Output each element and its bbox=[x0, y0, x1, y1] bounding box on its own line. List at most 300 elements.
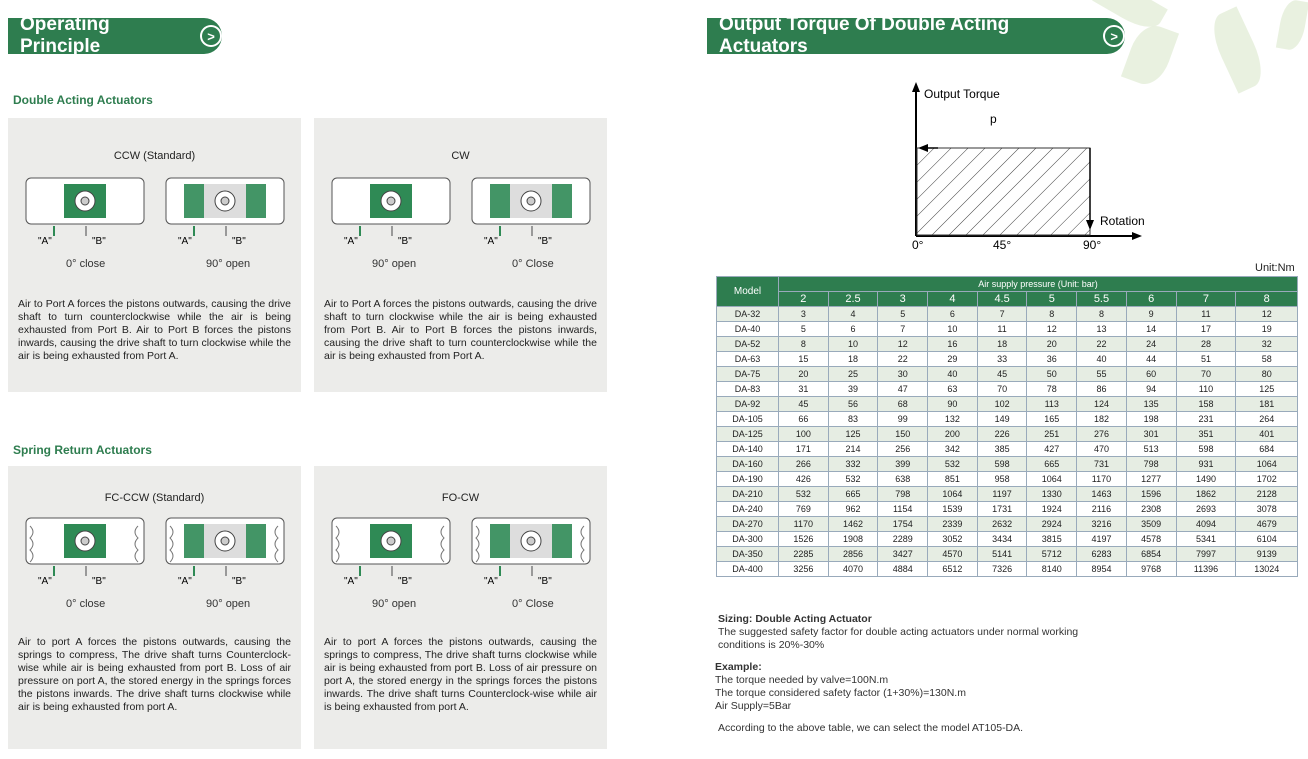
torque-cell: 8140 bbox=[1027, 562, 1077, 577]
torque-cell: 39 bbox=[828, 382, 878, 397]
torque-cell: 1154 bbox=[878, 502, 928, 517]
torque-cell: 150 bbox=[878, 427, 928, 442]
torque-cell: 4578 bbox=[1126, 532, 1176, 547]
chevron-right-icon: > bbox=[200, 25, 222, 47]
sizing-line: The suggested safety factor for double acting actuators under normal working bbox=[718, 626, 1079, 638]
torque-cell: 7997 bbox=[1176, 547, 1236, 562]
torque-cell: 47 bbox=[878, 382, 928, 397]
torque-cell: 25 bbox=[828, 367, 878, 382]
torque-table bbox=[716, 276, 1298, 577]
torque-cell: 6283 bbox=[1077, 547, 1127, 562]
torque-cell: 18 bbox=[828, 352, 878, 367]
table-row bbox=[717, 337, 1298, 352]
torque-cell: 4070 bbox=[828, 562, 878, 577]
torque-cell: 276 bbox=[1077, 427, 1127, 442]
position-label: 0° Close bbox=[512, 258, 554, 270]
position-label: 90° open bbox=[206, 598, 251, 610]
torque-cell: 1170 bbox=[1077, 472, 1127, 487]
torque-cell: 7 bbox=[878, 322, 928, 337]
torque-cell: 1462 bbox=[828, 517, 878, 532]
torque-cell: 532 bbox=[779, 487, 829, 502]
torque-cell: 427 bbox=[1027, 442, 1077, 457]
torque-cell: 68 bbox=[878, 397, 928, 412]
model-cell: DA-75 bbox=[717, 367, 779, 382]
torque-cell: 12 bbox=[878, 337, 928, 352]
torque-cell: 40 bbox=[1077, 352, 1127, 367]
torque-cell: 1197 bbox=[977, 487, 1027, 502]
port-a-label: "A" bbox=[38, 236, 52, 246]
torque-cell: 32 bbox=[1236, 337, 1298, 352]
x-label: Rotation bbox=[1100, 214, 1145, 228]
torque-cell: 513 bbox=[1126, 442, 1176, 457]
torque-cell: 2128 bbox=[1236, 487, 1298, 502]
torque-cell: 149 bbox=[977, 412, 1027, 427]
torque-cell: 1463 bbox=[1077, 487, 1127, 502]
tick-0: 0° bbox=[912, 238, 924, 252]
pressure-header: Air supply pressure (Unit: bar) bbox=[779, 277, 1298, 292]
table-row bbox=[717, 367, 1298, 382]
torque-cell: 24 bbox=[1126, 337, 1176, 352]
pressure-col: 5 bbox=[1027, 292, 1077, 307]
torque-cell: 78 bbox=[1027, 382, 1077, 397]
torque-cell: 125 bbox=[1236, 382, 1298, 397]
torque-cell: 12 bbox=[1236, 307, 1298, 322]
torque-cell: 124 bbox=[1077, 397, 1127, 412]
position-label: 90° open bbox=[206, 258, 251, 270]
torque-cell: 99 bbox=[878, 412, 928, 427]
port-b-label: "B" bbox=[232, 236, 246, 246]
torque-cell: 3078 bbox=[1236, 502, 1298, 517]
position-label: 0° close bbox=[66, 258, 106, 270]
spring-return-heading: Spring Return Actuators bbox=[13, 443, 152, 457]
torque-cell: 20 bbox=[1027, 337, 1077, 352]
model-cell: DA-350 bbox=[717, 547, 779, 562]
torque-cell: 135 bbox=[1126, 397, 1176, 412]
torque-cell: 8 bbox=[779, 337, 829, 352]
torque-cell: 301 bbox=[1126, 427, 1176, 442]
torque-cell: 9768 bbox=[1126, 562, 1176, 577]
model-cell: DA-83 bbox=[717, 382, 779, 397]
torque-cell: 1596 bbox=[1126, 487, 1176, 502]
torque-cell: 385 bbox=[977, 442, 1027, 457]
torque-cell: 470 bbox=[1077, 442, 1127, 457]
position-label: 0° close bbox=[66, 598, 106, 610]
torque-cell: 332 bbox=[828, 457, 878, 472]
torque-cell: 66 bbox=[779, 412, 829, 427]
torque-cell: 1330 bbox=[1027, 487, 1077, 502]
torque-cell: 51 bbox=[1176, 352, 1236, 367]
torque-cell: 22 bbox=[878, 352, 928, 367]
table-row bbox=[717, 562, 1298, 577]
torque-cell: 6854 bbox=[1126, 547, 1176, 562]
actuator-panel bbox=[8, 466, 301, 749]
torque-cell: 264 bbox=[1236, 412, 1298, 427]
torque-cell: 17 bbox=[1176, 322, 1236, 337]
torque-cell: 11 bbox=[1176, 307, 1236, 322]
torque-cell: 2339 bbox=[928, 517, 978, 532]
x-arrow bbox=[1132, 232, 1142, 240]
torque-cell: 532 bbox=[928, 457, 978, 472]
torque-cell: 4 bbox=[828, 307, 878, 322]
torque-cell: 226 bbox=[977, 427, 1027, 442]
torque-cell: 31 bbox=[779, 382, 829, 397]
table-row bbox=[717, 307, 1298, 322]
torque-cell: 4884 bbox=[878, 562, 928, 577]
output-torque-banner bbox=[707, 14, 1125, 57]
leaf-decoration bbox=[1205, 6, 1271, 93]
pressure-col: 7 bbox=[1176, 292, 1236, 307]
torque-cell: 1731 bbox=[977, 502, 1027, 517]
torque-cell: 1064 bbox=[1027, 472, 1077, 487]
torque-cell: 110 bbox=[1176, 382, 1236, 397]
port-b-label: "B" bbox=[92, 576, 106, 586]
torque-cell: 8 bbox=[1027, 307, 1077, 322]
torque-cell: 4094 bbox=[1176, 517, 1236, 532]
panel-description: Air to port A forces the pistons outwards, causing the springs to compress, The drive shaft turns Counterclock-wise while air is being exhausted from port B. Loss of air pressure on port A, the stored energy in the springs forces the pistons inwards. The drive shaft turns clockwise while air is being exhausted from port A. bbox=[18, 636, 291, 713]
torque-cell: 125 bbox=[828, 427, 878, 442]
torque-cell: 6512 bbox=[928, 562, 978, 577]
torque-cell: 45 bbox=[779, 397, 829, 412]
port-b-label: "B" bbox=[92, 236, 106, 246]
model-cell: DA-52 bbox=[717, 337, 779, 352]
torque-cell: 2308 bbox=[1126, 502, 1176, 517]
torque-cell: 70 bbox=[1176, 367, 1236, 382]
torque-cell: 931 bbox=[1176, 457, 1236, 472]
model-cell: DA-105 bbox=[717, 412, 779, 427]
model-header: Model bbox=[717, 277, 779, 307]
torque-cell: 958 bbox=[977, 472, 1027, 487]
torque-cell: 44 bbox=[1126, 352, 1176, 367]
model-cell: DA-210 bbox=[717, 487, 779, 502]
pressure-col: 4 bbox=[928, 292, 978, 307]
torque-cell: 214 bbox=[828, 442, 878, 457]
torque-graph bbox=[900, 80, 1160, 255]
torque-cell: 60 bbox=[1126, 367, 1176, 382]
torque-cell: 100 bbox=[779, 427, 829, 442]
torque-cell: 1924 bbox=[1027, 502, 1077, 517]
model-cell: DA-270 bbox=[717, 517, 779, 532]
torque-cell: 3216 bbox=[1077, 517, 1127, 532]
torque-cell: 798 bbox=[878, 487, 928, 502]
torque-cell: 5141 bbox=[977, 547, 1027, 562]
pressure-col: 6 bbox=[1126, 292, 1176, 307]
torque-cell: 2285 bbox=[779, 547, 829, 562]
table-row bbox=[717, 427, 1298, 442]
torque-cell: 9139 bbox=[1236, 547, 1298, 562]
torque-cell: 532 bbox=[828, 472, 878, 487]
torque-cell: 90 bbox=[928, 397, 978, 412]
torque-cell: 182 bbox=[1077, 412, 1127, 427]
torque-cell: 158 bbox=[1176, 397, 1236, 412]
port-b-label: "B" bbox=[538, 236, 552, 246]
torque-cell: 2856 bbox=[828, 547, 878, 562]
panel-description: Air to Port A forces the pistons outwards, causing the drive shaft to turn clockwise while the air is being exhausted from Port B. Air to Port B forces the pistons inwards, causing the drive shaft to turn counterclockwise while the air is being exhausted from Port A. bbox=[324, 298, 597, 362]
torque-cell: 198 bbox=[1126, 412, 1176, 427]
torque-cell: 598 bbox=[977, 457, 1027, 472]
model-cell: DA-300 bbox=[717, 532, 779, 547]
table-row bbox=[717, 517, 1298, 532]
chevron-right-icon: > bbox=[1103, 25, 1125, 47]
torque-cell: 165 bbox=[1027, 412, 1077, 427]
torque-cell: 7 bbox=[977, 307, 1027, 322]
port-b-label: "B" bbox=[398, 576, 412, 586]
table-row bbox=[717, 382, 1298, 397]
actuator-diagram bbox=[164, 174, 286, 246]
torque-cell: 401 bbox=[1236, 427, 1298, 442]
table-row bbox=[717, 352, 1298, 367]
torque-cell: 5 bbox=[878, 307, 928, 322]
torque-cell: 171 bbox=[779, 442, 829, 457]
table-row bbox=[717, 487, 1298, 502]
torque-cell: 5341 bbox=[1176, 532, 1236, 547]
torque-cell: 19 bbox=[1236, 322, 1298, 337]
y-label: Output Torque bbox=[924, 87, 1000, 101]
actuator-diagram bbox=[24, 514, 146, 586]
model-cell: DA-63 bbox=[717, 352, 779, 367]
torque-cell: 1490 bbox=[1176, 472, 1236, 487]
actuator-panel bbox=[314, 118, 607, 392]
pressure-col: 2 bbox=[779, 292, 829, 307]
torque-cell: 13024 bbox=[1236, 562, 1298, 577]
torque-cell: 251 bbox=[1027, 427, 1077, 442]
torque-cell: 3434 bbox=[977, 532, 1027, 547]
torque-cell: 3427 bbox=[878, 547, 928, 562]
table-row bbox=[717, 442, 1298, 457]
actuator-panel bbox=[8, 118, 301, 392]
torque-cell: 3509 bbox=[1126, 517, 1176, 532]
tick-45: 45° bbox=[993, 238, 1012, 252]
sizing-line: conditions is 20%-30% bbox=[718, 639, 825, 651]
model-cell: DA-40 bbox=[717, 322, 779, 337]
actuator-diagram bbox=[24, 174, 146, 246]
port-a-label: "A" bbox=[344, 236, 358, 246]
torque-cell: 1702 bbox=[1236, 472, 1298, 487]
torque-cell: 6 bbox=[828, 322, 878, 337]
pressure-col: 4.5 bbox=[977, 292, 1027, 307]
port-a-label: "A" bbox=[38, 576, 52, 586]
torque-cell: 50 bbox=[1027, 367, 1077, 382]
torque-cell: 665 bbox=[1027, 457, 1077, 472]
actuator-panel bbox=[314, 466, 607, 749]
torque-cell: 2632 bbox=[977, 517, 1027, 532]
torque-cell: 30 bbox=[878, 367, 928, 382]
torque-cell: 45 bbox=[977, 367, 1027, 382]
port-b-label: "B" bbox=[232, 576, 246, 586]
torque-cell: 15 bbox=[779, 352, 829, 367]
port-b-label: "B" bbox=[538, 576, 552, 586]
torque-cell: 10 bbox=[928, 322, 978, 337]
torque-cell: 7326 bbox=[977, 562, 1027, 577]
torque-cell: 200 bbox=[928, 427, 978, 442]
torque-cell: 55 bbox=[1077, 367, 1127, 382]
example-line: Air Supply=5Bar bbox=[715, 700, 792, 712]
tick-90: 90° bbox=[1083, 238, 1102, 252]
example-line: The torque needed by valve=100N.m bbox=[715, 674, 889, 686]
torque-cell: 40 bbox=[928, 367, 978, 382]
torque-cell: 351 bbox=[1176, 427, 1236, 442]
pressure-col: 2.5 bbox=[828, 292, 878, 307]
torque-cell: 13 bbox=[1077, 322, 1127, 337]
model-cell: DA-125 bbox=[717, 427, 779, 442]
torque-cell: 1170 bbox=[779, 517, 829, 532]
torque-cell: 83 bbox=[828, 412, 878, 427]
torque-cell: 29 bbox=[928, 352, 978, 367]
leaf-decoration bbox=[1276, 0, 1308, 52]
torque-cell: 58 bbox=[1236, 352, 1298, 367]
torque-cell: 962 bbox=[828, 502, 878, 517]
actuator-diagram bbox=[470, 174, 592, 246]
torque-cell: 2924 bbox=[1027, 517, 1077, 532]
pressure-col: 8 bbox=[1236, 292, 1298, 307]
model-cell: DA-190 bbox=[717, 472, 779, 487]
torque-cell: 70 bbox=[977, 382, 1027, 397]
example-title: Example: bbox=[715, 661, 762, 673]
pressure-col: 5.5 bbox=[1077, 292, 1127, 307]
torque-cell: 665 bbox=[828, 487, 878, 502]
torque-cell: 2693 bbox=[1176, 502, 1236, 517]
torque-cell: 94 bbox=[1126, 382, 1176, 397]
torque-cell: 5712 bbox=[1027, 547, 1077, 562]
torque-cell: 266 bbox=[779, 457, 829, 472]
panel-title: CCW (Standard) bbox=[113, 150, 196, 162]
model-cell: DA-240 bbox=[717, 502, 779, 517]
torque-cell: 4570 bbox=[928, 547, 978, 562]
torque-cell: 1064 bbox=[1236, 457, 1298, 472]
torque-cell: 2116 bbox=[1077, 502, 1127, 517]
position-label: 0° Close bbox=[512, 598, 554, 610]
panel-description: Air to Port A forces the pistons outwards, causing the drive shaft to turn counterclockwise while the air is being exhausted from Port B. Air to Port B forces the pistons inwards, causing the drive shaft to turn clockwise while the air is being exhausted from Port A. bbox=[18, 298, 291, 362]
torque-cell: 36 bbox=[1027, 352, 1077, 367]
torque-cell: 851 bbox=[928, 472, 978, 487]
position-label: 90° open bbox=[372, 258, 417, 270]
operating-principle-banner bbox=[8, 14, 222, 57]
model-cell: DA-400 bbox=[717, 562, 779, 577]
torque-cell: 426 bbox=[779, 472, 829, 487]
torque-cell: 1064 bbox=[928, 487, 978, 502]
torque-cell: 6 bbox=[928, 307, 978, 322]
table-row bbox=[717, 472, 1298, 487]
torque-cell: 598 bbox=[1176, 442, 1236, 457]
torque-cell: 1526 bbox=[779, 532, 829, 547]
panel-title: CW bbox=[451, 150, 470, 162]
torque-cell: 638 bbox=[878, 472, 928, 487]
table-row bbox=[717, 502, 1298, 517]
pressure-col: 3 bbox=[878, 292, 928, 307]
torque-cell: 12 bbox=[1027, 322, 1077, 337]
torque-cell: 342 bbox=[928, 442, 978, 457]
torque-cell: 22 bbox=[1077, 337, 1127, 352]
torque-cell: 3815 bbox=[1027, 532, 1077, 547]
y-arrow bbox=[912, 82, 920, 92]
torque-cell: 4197 bbox=[1077, 532, 1127, 547]
table-row bbox=[717, 397, 1298, 412]
torque-cell: 102 bbox=[977, 397, 1027, 412]
torque-cell: 1539 bbox=[928, 502, 978, 517]
torque-cell: 16 bbox=[928, 337, 978, 352]
table-row bbox=[717, 412, 1298, 427]
torque-cell: 8954 bbox=[1077, 562, 1127, 577]
double-acting-heading: Double Acting Actuators bbox=[13, 93, 153, 107]
sizing-block bbox=[718, 613, 1078, 652]
panel-description: Air to port A forces the pistons outwards, causing the springs to compress, The drive shaft turns clockwise while air is being exhausted from port B. Loss of air pressure on port A, the stored energy in the springs forces the pistons inwards. The drive shaft turns Counterclock-wise while air is being exhausted from port A. bbox=[324, 636, 597, 713]
torque-cell: 113 bbox=[1027, 397, 1077, 412]
conclusion: According to the above table, we can select the model AT105-DA. bbox=[718, 722, 1024, 734]
actuator-diagram bbox=[164, 514, 286, 586]
torque-cell: 33 bbox=[977, 352, 1027, 367]
model-cell: DA-160 bbox=[717, 457, 779, 472]
torque-cell: 5 bbox=[779, 322, 829, 337]
torque-cell: 80 bbox=[1236, 367, 1298, 382]
torque-area bbox=[917, 148, 1090, 235]
torque-cell: 20 bbox=[779, 367, 829, 382]
torque-cell: 6104 bbox=[1236, 532, 1298, 547]
port-a-label: "A" bbox=[484, 576, 498, 586]
table-row bbox=[717, 322, 1298, 337]
torque-cell: 132 bbox=[928, 412, 978, 427]
example-block bbox=[715, 661, 966, 713]
torque-cell: 10 bbox=[828, 337, 878, 352]
torque-cell: 181 bbox=[1236, 397, 1298, 412]
position-label: 90° open bbox=[372, 598, 417, 610]
port-a-label: "A" bbox=[178, 576, 192, 586]
torque-cell: 4679 bbox=[1236, 517, 1298, 532]
torque-cell: 1862 bbox=[1176, 487, 1236, 502]
unit-label: Unit:Nm bbox=[1255, 262, 1295, 274]
model-cell: DA-92 bbox=[717, 397, 779, 412]
sizing-title: Sizing: Double Acting Actuator bbox=[718, 613, 872, 625]
actuator-diagram bbox=[470, 514, 592, 586]
torque-cell: 56 bbox=[828, 397, 878, 412]
torque-cell: 684 bbox=[1236, 442, 1298, 457]
panel-title: FO-CW bbox=[441, 492, 480, 504]
torque-cell: 11396 bbox=[1176, 562, 1236, 577]
torque-cell: 14 bbox=[1126, 322, 1176, 337]
torque-cell: 11 bbox=[977, 322, 1027, 337]
torque-cell: 2289 bbox=[878, 532, 928, 547]
actuator-diagram bbox=[330, 174, 452, 246]
torque-cell: 399 bbox=[878, 457, 928, 472]
torque-cell: 3 bbox=[779, 307, 829, 322]
table-row bbox=[717, 547, 1298, 562]
banner-title: Operating Principle bbox=[20, 14, 110, 57]
torque-cell: 28 bbox=[1176, 337, 1236, 352]
torque-cell: 63 bbox=[928, 382, 978, 397]
banner-title: Output Torque Of Double Acting Actuators bbox=[719, 14, 1010, 57]
torque-cell: 9 bbox=[1126, 307, 1176, 322]
torque-cell: 769 bbox=[779, 502, 829, 517]
torque-cell: 86 bbox=[1077, 382, 1127, 397]
torque-cell: 8 bbox=[1077, 307, 1127, 322]
torque-cell: 256 bbox=[878, 442, 928, 457]
torque-cell: 231 bbox=[1176, 412, 1236, 427]
port-a-label: "A" bbox=[344, 576, 358, 586]
torque-cell: 1908 bbox=[828, 532, 878, 547]
p-label: p bbox=[990, 112, 997, 126]
torque-cell: 18 bbox=[977, 337, 1027, 352]
port-a-label: "A" bbox=[484, 236, 498, 246]
torque-cell: 798 bbox=[1126, 457, 1176, 472]
torque-cell: 3052 bbox=[928, 532, 978, 547]
model-cell: DA-32 bbox=[717, 307, 779, 322]
torque-cell: 731 bbox=[1077, 457, 1127, 472]
actuator-diagram bbox=[330, 514, 452, 586]
torque-cell: 1277 bbox=[1126, 472, 1176, 487]
model-cell: DA-140 bbox=[717, 442, 779, 457]
example-line: The torque considered safety factor (1+30%)=130N.m bbox=[715, 687, 966, 699]
port-b-label: "B" bbox=[398, 236, 412, 246]
torque-cell: 3256 bbox=[779, 562, 829, 577]
table-row bbox=[717, 457, 1298, 472]
